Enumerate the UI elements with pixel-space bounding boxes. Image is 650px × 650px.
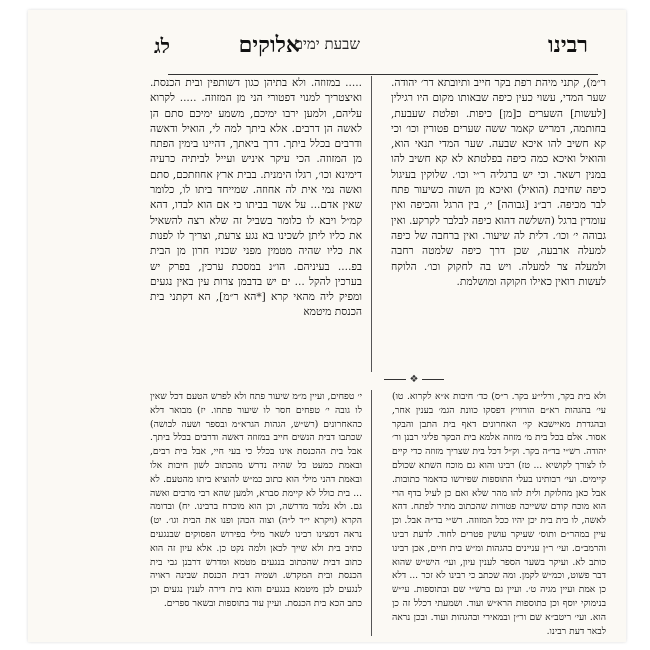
main-text-right: ר״מ), קתני מיהת רפת בקר חייב ותיובתא דר׳ יהודה. שער המדי, עשוי כעין כיפה שבאותו מקום היו רגילין [לעשות] השערים כ[מן] כיפות. ופלטת שעבעת, בחותמה, דמריש קאמר ששה שערים פטורין וכו׳ וכי קא חשיב להו איכא שבעה. שער המדי תנאי הוא, והואיל ואיכא כמה כיפה בפלטתא לא קא חשיב להו במנין רשאר. וכי יש ברגליה ר״י וכו׳. שלוקין בעיגול כיפה שחיבת (הואיל) ואיכא מן השוה כשיעור פתח לבר מכיפה. רב״נ [גבוהה] י׳, בין הרגל והכיפה ואין עומדין ברגל (השלשה דהוא כיפה לבלבר לקרקע. ואין גבוהה י׳ וכו׳. דלית לה שיעור. ואין ברחבה של כיפה למעלה ארבעה, שכן דרך כיפה שלמטה רחבה ולמעלה צר למעלה. ויש בה לחקוק וכו׳. הלוקח לעשות רואין כאילו חקוקה ומושלמת.: [391, 77, 606, 288]
section-ornament: [382, 374, 446, 385]
page-header: [146, 32, 610, 66]
page-number: לג: [154, 34, 170, 58]
footnotes-right: ולא בית בקר, ורלי״ע בקר. ר״ס) כד׳ חיבות א״א לקרוא. טו) עי׳ בהגהות רא״ם הורוויץ דפסקו כוונת הגמ׳ בענין אחר, ובהגדרת מאיישבא קי׳ האחרונים דאף בית התבן והבקר אסור. אלם בכל בית מ׳ מזוזה אלמא בית הבקר פליגי רבנן ור׳ יהודה. רש״י בד״ה בקר. וק״ל דכל בית שצריך מזוזה כדי קיים לו לצורך לקושיא ... טז) רבינו והוא גם מוכח השתא שכולם קיימים. ועי׳ רבותינו בעלי התוספות שפירשו כדאמר כתובות. אבל כאן מחלוקת ולית להו מהר שלא ואם כן לעיל בדף הרי הוא מוכח קודם ששייכה פטורות שהכתוב מתיר לפתח. דהא לאשה, לו בית בית יכן יהיו ככל המזוזה. רש״י בד״ה אבל. וכן עיין במהר״ם ותוס׳ שעיקר עושין פטרים לחוד. לדעת רבינו והרמב״ם. ועי׳ ר״ן עניינים בהגהות ומ״ש בית חיים, אכן רבינו כותב לא. ועיקר בשער הספר לענין עיון, ועי׳ היש״ש שהוא דבר פשוט, וכמ״ש לקמן. ומה שכתב כי רבינו לא זכר ... דלא כן אמת ועיין מגיה ט׳. ועיין גם ברש״י שם ובתוספות. עי״ש בנימוקי יוסף וכן בתוספות הרא״ש ועוד. ושמעתי דכלל זה כן הוא. ועי׳ ריטב״א שם ור״ן ובמאירי ובהגהות ועוד. ובכן נראה לבאר דעת רבינו.: [392, 391, 606, 637]
ornament-glyph: ❖: [409, 374, 419, 385]
footnotes-left-column: [150, 390, 362, 638]
column-divider-upper: [371, 76, 372, 372]
header-subtitle: שבעת ימים: [293, 35, 360, 53]
footnotes-left: י׳ טפחים, ועיין מ״מ שיעור פתח ולא לפרש הטעם דכל שאין לו גובה י׳ טפחים חסר לו שיעור פתחו. יז) מבואר דלא כהאחרונים (רש״ש, הגהות הגרא״מ ובספר ושעה לבושה) שכתבו דבית הנשים חייב במזוזה דאשה ודרבים בכלל ביתך. אבל בית ההכנסת אינו בכלל כי בעי חיי, אבל בית רבים, ובאמת כמעט כל שהיה נדרש מהכתוב לשון חיבות אלו ובאמת דהני מילי הוא כתוב כמ״ש להוציא ביתו מהטעם. לא ... בית כולל לא קיימת סברא, ולמען שהא רבי מרבים ואשה גם. ולא נלמד מדרשה, וכן הוא מוכרח ברבינו. יח) ובדומה הקרא (ויקרא י״ד ל״ה) וצוה הכהן ופנו את הבית וגו׳. יט) נראה דמצינו רבינו לשאר מילי בפירוש הפסוקים שבנגעים כתיב בית ולא שייך לכאן ולמה נקט כן. אלא עיון זה הוא כתוב דבית שהכתוב בנגעים מטמא ומדרש דרבנן גבי בית הכנסת ובית המקדש. ושמיה דבית הכנסת שבינה ראויה לנגעים לכן מיטמא בנגעים והוא בית דירה לענין נגעים וכן כתב הכא בית הכנסת. ועיין עוד בתוספות ובשאר ספרים.: [150, 391, 362, 609]
book-page: [28, 10, 626, 642]
main-text-left-body: ..... במזוזה. ולא בתיהן כגון דשותפין ובית הכנסת. ואיצטריך למנוי דפטורי הני מן המזוזה. ..... לקרוא עליהם, ולמען ירבו ימיכם, משמע ימיכם סתם הן לאשה הן דרבים. אלא ביתך למה לי, הואיל ודאשה ודרבים בכלל ביתך. דרך ביאתך, דהיינו בימין הפתח מן המזוזה. הכי עיקר איניש ועייל לביתיה כרעיה דימינא וכו׳, רגלו הימנית. בבית ארץ אחוזתכם, סתם ואשה נמי אית לה אחוזה. שמייחד ביתו לו, כלומר שאין אדם... על אשר בביתו כי אם הוא לבדו, דהא קמ״ל ויבא לו כלומר בשביל זה שלא רצה להשאיל את כליו ליתן לשכינו בא נגע צרעת, וצריך לו לפנות את כליו שהיה מטמין מפני שכניו חרון מן הבית בפ.... בעיניהם. הו״נ במסכת ערכין, בפרק יש בערכין להקל ... ים יש בדבמן צרות עין באין נגעים ומפיק ליה מהאי קרא [*הא ר״מ], הא דקתני בית הכנסת מיטמא: [150, 77, 362, 319]
header-rule: [168, 74, 598, 75]
column-divider-lower: [371, 390, 372, 636]
header-title: רבינו: [548, 32, 588, 58]
main-text-right-column: [391, 76, 606, 373]
footnotes-right-column: [392, 390, 606, 638]
main-text-left-column: [150, 76, 362, 373]
running-head: אלוקים: [238, 32, 300, 58]
